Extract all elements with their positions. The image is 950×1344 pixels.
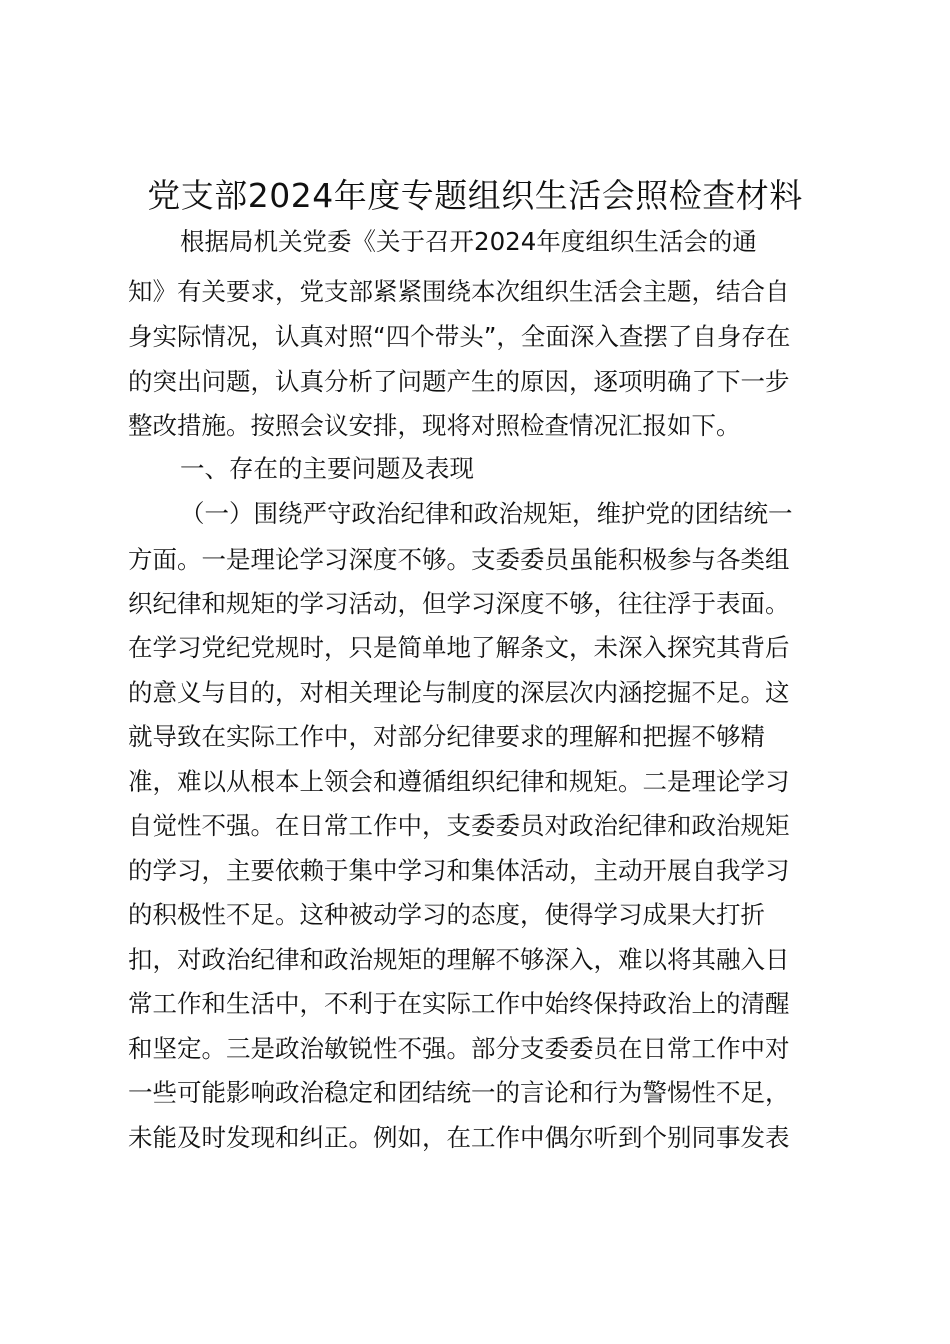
- paragraph-line: 和坚定。三是政治敏锐性不强。部分支委委员在日常工作中对: [128, 1034, 790, 1063]
- paragraph-line: 就导致在实际工作中，对部分纪律要求的理解和把握不够精: [128, 722, 765, 751]
- paragraph-line: 的学习，主要依赖于集中学习和集体活动，主动开展自我学习: [128, 856, 790, 885]
- paragraph-line: 的突出问题，认真分析了问题产生的原因，逐项明确了下一步: [128, 367, 790, 396]
- paragraph-line: 知》有关要求，党支部紧紧围绕本次组织生活会主题，结合自: [128, 277, 790, 306]
- paragraph-line: 未能及时发现和纠正。例如，在工作中偶尔听到个别同事发表: [128, 1123, 790, 1152]
- paragraph-line: 的积极性不足。这种被动学习的态度，使得学习成果大打折: [128, 900, 765, 929]
- paragraph-line: 织纪律和规矩的学习活动，但学习深度不够，往往浮于表面。: [128, 589, 790, 618]
- paragraph-line: 方面。一是理论学习深度不够。支委委员虽能积极参与各类组: [128, 545, 790, 574]
- section-heading: 一、存在的主要问题及表现: [180, 454, 474, 483]
- paragraph-line: 自觉性不强。在日常工作中，支委委员对政治纪律和政治规矩: [128, 811, 790, 840]
- paragraph-line: 准，难以从根本上领会和遵循组织纪律和规矩。二是理论学习: [128, 767, 790, 796]
- paragraph-line: 在学习党纪党规时，只是简单地了解条文，未深入探究其背后: [128, 633, 790, 662]
- paragraph-line: 根据局机关党委《关于召开2024年度组织生活会的通: [180, 227, 757, 256]
- paragraph-line: 扣，对政治纪律和政治规矩的理解不够深入，难以将其融入日: [128, 945, 790, 974]
- document-title: 党支部2024年度专题组织生活会照检查材料: [147, 176, 803, 215]
- paragraph-line: 整改措施。按照会议安排，现将对照检查情况汇报如下。: [128, 411, 741, 440]
- paragraph-line: 一些可能影响政治稳定和团结统一的言论和行为警惕性不足，: [128, 1078, 790, 1107]
- paragraph-line: 的意义与目的，对相关理论与制度的深层次内涵挖掘不足。这: [128, 678, 790, 707]
- paragraph-line: 身实际情况，认真对照“四个带头”，全面深入查摆了自身存在: [128, 322, 791, 351]
- paragraph-line: （一）围绕严守政治纪律和政治规矩，维护党的团结统一: [180, 499, 793, 528]
- paragraph-line: 常工作和生活中，不利于在实际工作中始终保持政治上的清醒: [128, 989, 790, 1018]
